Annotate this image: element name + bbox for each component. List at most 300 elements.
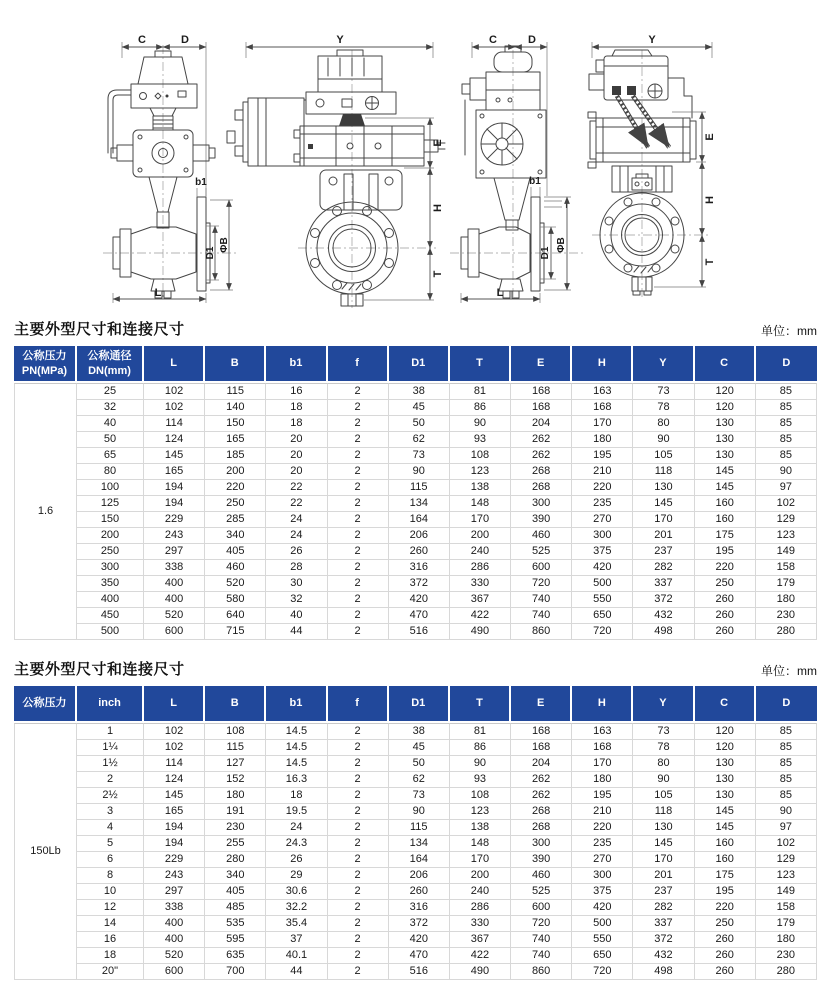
dim-label-phib-2: ΦB bbox=[556, 237, 567, 253]
table-row bbox=[14, 900, 817, 916]
dim-value-cell: 2 bbox=[328, 480, 389, 496]
table-row bbox=[14, 432, 817, 448]
dim-value-cell: 260 bbox=[695, 592, 756, 608]
dim-value-cell: 2 bbox=[328, 432, 389, 448]
dim-value-cell: 400 bbox=[144, 592, 205, 608]
dim-value-cell: 85 bbox=[756, 432, 817, 448]
dim-value-cell: 14.5 bbox=[266, 740, 327, 756]
dim-value-cell: 18 bbox=[266, 400, 327, 416]
dim-column-header: L bbox=[144, 346, 205, 383]
dim-value-cell: 115 bbox=[389, 480, 450, 496]
dim-value-cell: 282 bbox=[633, 900, 694, 916]
dim-value-cell: 194 bbox=[144, 496, 205, 512]
dim-value-cell: 550 bbox=[572, 592, 633, 608]
dim-value-cell: 29 bbox=[266, 868, 327, 884]
table-mm-unit-label: 单位：mm bbox=[761, 324, 817, 338]
valve-body-side bbox=[113, 177, 210, 298]
dim-value-cell: 2 bbox=[328, 916, 389, 932]
size-cell: 50 bbox=[77, 432, 144, 448]
dim-column-header: D1 bbox=[389, 686, 450, 723]
table-header-row bbox=[14, 346, 817, 383]
dim-value-cell: 170 bbox=[572, 756, 633, 772]
dim-value-cell: 170 bbox=[450, 512, 511, 528]
dim-value-cell: 130 bbox=[695, 432, 756, 448]
dim-value-cell: 229 bbox=[144, 852, 205, 868]
table-row bbox=[14, 772, 817, 788]
table-row bbox=[14, 560, 817, 576]
dim-label-h2: H bbox=[704, 196, 716, 204]
dim-value-cell: 270 bbox=[572, 852, 633, 868]
dim-value-cell: 149 bbox=[756, 884, 817, 900]
dim-value-cell: 90 bbox=[450, 756, 511, 772]
dim-value-cell: 185 bbox=[205, 448, 266, 464]
size-cell: 65 bbox=[77, 448, 144, 464]
table-row bbox=[14, 480, 817, 496]
table-row bbox=[14, 723, 817, 740]
dim-value-cell: 2 bbox=[328, 383, 389, 400]
dim-value-cell: 286 bbox=[450, 900, 511, 916]
size-cell: 6 bbox=[77, 852, 144, 868]
dim-value-cell: 235 bbox=[572, 836, 633, 852]
dim-value-cell: 160 bbox=[695, 836, 756, 852]
dim-value-cell: 73 bbox=[633, 383, 694, 400]
dim-value-cell: 2 bbox=[328, 560, 389, 576]
dim-label-d2: D bbox=[528, 34, 536, 46]
dim-value-cell: 262 bbox=[511, 788, 572, 804]
dim-value-cell: 120 bbox=[695, 740, 756, 756]
dim-value-cell: 163 bbox=[572, 383, 633, 400]
dim-value-cell: 268 bbox=[511, 820, 572, 836]
dim-value-cell: 280 bbox=[756, 964, 817, 980]
dim-value-cell: 108 bbox=[450, 448, 511, 464]
dim-value-cell: 550 bbox=[572, 932, 633, 948]
dim-value-cell: 300 bbox=[511, 496, 572, 512]
dim-value-cell: 78 bbox=[633, 740, 694, 756]
dim-value-cell: 90 bbox=[389, 804, 450, 820]
dim-value-cell: 500 bbox=[572, 916, 633, 932]
spring-rods bbox=[616, 95, 671, 148]
dim-value-cell: 14.5 bbox=[266, 723, 327, 740]
dim-value-cell: 44 bbox=[266, 624, 327, 640]
dim-value-cell: 168 bbox=[572, 400, 633, 416]
table-row bbox=[14, 868, 817, 884]
dim-value-cell: 145 bbox=[633, 836, 694, 852]
dim-value-cell: 2 bbox=[328, 723, 389, 740]
size-cell: 100 bbox=[77, 480, 144, 496]
dim-value-cell: 422 bbox=[450, 948, 511, 964]
dim-value-cell: 210 bbox=[572, 464, 633, 480]
dim-column-header: T bbox=[450, 346, 511, 383]
dim-value-cell: 160 bbox=[695, 852, 756, 868]
dim-value-cell: 432 bbox=[633, 608, 694, 624]
dim-value-cell: 22 bbox=[266, 480, 327, 496]
dimensions-table-inch bbox=[14, 686, 817, 980]
dim-column-header: f bbox=[328, 686, 389, 723]
size-cell: 250 bbox=[77, 544, 144, 560]
dim-value-cell: 650 bbox=[572, 608, 633, 624]
dim-value-cell: 97 bbox=[756, 820, 817, 836]
dim-value-cell: 118 bbox=[633, 804, 694, 820]
dim-value-cell: 180 bbox=[572, 772, 633, 788]
dim-label-y2: Y bbox=[648, 34, 656, 46]
dim-value-cell: 134 bbox=[389, 496, 450, 512]
table-row bbox=[14, 756, 817, 772]
dim-value-cell: 195 bbox=[572, 448, 633, 464]
dim-value-cell: 206 bbox=[389, 528, 450, 544]
dim-value-cell: 130 bbox=[695, 788, 756, 804]
dim-column-header: L bbox=[144, 686, 205, 723]
dim-column-header: B bbox=[205, 346, 266, 383]
size-cell: 10 bbox=[77, 884, 144, 900]
dim-value-cell: 168 bbox=[511, 383, 572, 400]
pressure-column-header: 公称压力 PN(MPa) bbox=[14, 346, 77, 383]
dim-value-cell: 201 bbox=[633, 868, 694, 884]
dim-value-cell: 400 bbox=[144, 932, 205, 948]
dim-value-cell: 200 bbox=[450, 868, 511, 884]
dim-value-cell: 337 bbox=[633, 576, 694, 592]
dim-value-cell: 220 bbox=[695, 900, 756, 916]
table-inch-body bbox=[14, 723, 817, 980]
table-row bbox=[14, 932, 817, 948]
dim-value-cell: 102 bbox=[756, 496, 817, 512]
dim-value-cell: 194 bbox=[144, 836, 205, 852]
dim-value-cell: 195 bbox=[695, 884, 756, 900]
dim-value-cell: 62 bbox=[389, 432, 450, 448]
dim-value-cell: 130 bbox=[633, 820, 694, 836]
dim-value-cell: 200 bbox=[205, 464, 266, 480]
dim-value-cell: 206 bbox=[389, 868, 450, 884]
dim-value-cell: 490 bbox=[450, 624, 511, 640]
dim-value-cell: 243 bbox=[144, 868, 205, 884]
dim-value-cell: 175 bbox=[695, 868, 756, 884]
dim-column-header: H bbox=[572, 686, 633, 723]
dim-value-cell: 2 bbox=[328, 528, 389, 544]
dim-value-cell: 330 bbox=[450, 576, 511, 592]
table-row bbox=[14, 804, 817, 820]
dim-value-cell: 2 bbox=[328, 576, 389, 592]
table-row bbox=[14, 608, 817, 624]
dim-value-cell: 85 bbox=[756, 756, 817, 772]
dim-value-cell: 164 bbox=[389, 852, 450, 868]
dim-value-cell: 405 bbox=[205, 884, 266, 900]
table-inch-title-row bbox=[14, 658, 817, 679]
table-row bbox=[14, 528, 817, 544]
dim-value-cell: 220 bbox=[572, 820, 633, 836]
dim-value-cell: 123 bbox=[450, 464, 511, 480]
dim-value-cell: 130 bbox=[695, 756, 756, 772]
dim-value-cell: 740 bbox=[511, 608, 572, 624]
dim-value-cell: 2 bbox=[328, 496, 389, 512]
dim-value-cell: 194 bbox=[144, 820, 205, 836]
dim-value-cell: 235 bbox=[572, 496, 633, 512]
dim-value-cell: 470 bbox=[389, 948, 450, 964]
dim-value-cell: 2 bbox=[328, 544, 389, 560]
dim-value-cell: 160 bbox=[695, 496, 756, 512]
dim-value-cell: 130 bbox=[633, 480, 694, 496]
dim-value-cell: 260 bbox=[695, 932, 756, 948]
dim-value-cell: 720 bbox=[511, 916, 572, 932]
dim-value-cell: 405 bbox=[205, 544, 266, 560]
valve-technical-drawings bbox=[0, 0, 831, 308]
dim-label-b1-2: b1 bbox=[529, 176, 541, 187]
dim-value-cell: 210 bbox=[572, 804, 633, 820]
pressure-value-cell: 150Lb bbox=[14, 723, 77, 980]
dim-value-cell: 85 bbox=[756, 400, 817, 416]
dim-value-cell: 860 bbox=[511, 624, 572, 640]
dim-value-cell: 80 bbox=[633, 756, 694, 772]
dim-value-cell: 93 bbox=[450, 772, 511, 788]
dim-value-cell: 24 bbox=[266, 512, 327, 528]
dim-value-cell: 240 bbox=[450, 884, 511, 900]
dim-value-cell: 120 bbox=[695, 383, 756, 400]
size-cell: 1¼ bbox=[77, 740, 144, 756]
dim-value-cell: 372 bbox=[633, 592, 694, 608]
size-cell: 18 bbox=[77, 948, 144, 964]
dim-value-cell: 400 bbox=[144, 576, 205, 592]
dim-column-header: E bbox=[511, 686, 572, 723]
dim-value-cell: 85 bbox=[756, 723, 817, 740]
dim-value-cell: 175 bbox=[695, 528, 756, 544]
size-cell: 14 bbox=[77, 916, 144, 932]
dim-value-cell: 86 bbox=[450, 400, 511, 416]
dim-value-cell: 490 bbox=[450, 964, 511, 980]
size-cell: 150 bbox=[77, 512, 144, 528]
dim-label-d1-2: D1 bbox=[540, 246, 551, 260]
dim-value-cell: 2 bbox=[328, 964, 389, 980]
dim-value-cell: 85 bbox=[756, 788, 817, 804]
dim-value-cell: 73 bbox=[633, 723, 694, 740]
dim-value-cell: 297 bbox=[144, 544, 205, 560]
dim-value-cell: 170 bbox=[633, 852, 694, 868]
dim-column-header: B bbox=[205, 686, 266, 723]
dim-label-l: L bbox=[154, 287, 162, 299]
dim-value-cell: 262 bbox=[511, 448, 572, 464]
dim-value-cell: 2 bbox=[328, 804, 389, 820]
dim-value-cell: 595 bbox=[205, 932, 266, 948]
dim-value-cell: 260 bbox=[695, 624, 756, 640]
dim-value-cell: 280 bbox=[205, 852, 266, 868]
dim-value-cell: 2 bbox=[328, 788, 389, 804]
dim-value-cell: 201 bbox=[633, 528, 694, 544]
dim-label-d: D bbox=[181, 34, 189, 46]
dim-value-cell: 102 bbox=[144, 400, 205, 416]
dim-value-cell: 168 bbox=[511, 740, 572, 756]
dim-value-cell: 237 bbox=[633, 544, 694, 560]
dim-column-header: b1 bbox=[266, 686, 327, 723]
table-row bbox=[14, 740, 817, 756]
dim-value-cell: 165 bbox=[205, 432, 266, 448]
dim-value-cell: 115 bbox=[205, 740, 266, 756]
dim-value-cell: 372 bbox=[389, 576, 450, 592]
dim-value-cell: 268 bbox=[511, 464, 572, 480]
dim-value-cell: 148 bbox=[450, 836, 511, 852]
dim-value-cell: 229 bbox=[144, 512, 205, 528]
dim-value-cell: 127 bbox=[205, 756, 266, 772]
dim-value-cell: 85 bbox=[756, 772, 817, 788]
dim-value-cell: 580 bbox=[205, 592, 266, 608]
dim-value-cell: 170 bbox=[633, 512, 694, 528]
dim-value-cell: 420 bbox=[389, 932, 450, 948]
dim-value-cell: 123 bbox=[450, 804, 511, 820]
dim-value-cell: 372 bbox=[389, 916, 450, 932]
dim-value-cell: 635 bbox=[205, 948, 266, 964]
dim-value-cell: 102 bbox=[756, 836, 817, 852]
dim-value-cell: 485 bbox=[205, 900, 266, 916]
dim-value-cell: 38 bbox=[389, 723, 450, 740]
dim-value-cell: 300 bbox=[572, 528, 633, 544]
dim-value-cell: 372 bbox=[633, 932, 694, 948]
dim-column-header: C bbox=[695, 346, 756, 383]
dim-value-cell: 260 bbox=[389, 544, 450, 560]
dim-value-cell: 340 bbox=[205, 868, 266, 884]
size-cell: 500 bbox=[77, 624, 144, 640]
dim-value-cell: 470 bbox=[389, 608, 450, 624]
dim-value-cell: 40 bbox=[266, 608, 327, 624]
dim-value-cell: 115 bbox=[205, 383, 266, 400]
dim-value-cell: 134 bbox=[389, 836, 450, 852]
dim-value-cell: 85 bbox=[756, 448, 817, 464]
size-cell: 25 bbox=[77, 383, 144, 400]
table-row bbox=[14, 400, 817, 416]
dim-value-cell: 520 bbox=[144, 948, 205, 964]
dim-column-header: T bbox=[450, 686, 511, 723]
dim-value-cell: 168 bbox=[511, 400, 572, 416]
dim-value-cell: 367 bbox=[450, 932, 511, 948]
dim-value-cell: 390 bbox=[511, 512, 572, 528]
table-inch-title: 主要外型尺寸和连接尺寸 bbox=[14, 661, 185, 678]
dim-value-cell: 860 bbox=[511, 964, 572, 980]
gearbox-front bbox=[294, 126, 445, 166]
dim-label-f: f bbox=[565, 200, 569, 211]
dim-value-cell: 90 bbox=[756, 804, 817, 820]
dim-value-cell: 138 bbox=[450, 820, 511, 836]
dim-label-l-2: L bbox=[496, 287, 504, 299]
dim-value-cell: 520 bbox=[144, 608, 205, 624]
size-cell: 200 bbox=[77, 528, 144, 544]
dim-value-cell: 260 bbox=[389, 884, 450, 900]
dim-value-cell: 129 bbox=[756, 852, 817, 868]
dim-value-cell: 102 bbox=[144, 723, 205, 740]
dim-value-cell: 138 bbox=[450, 480, 511, 496]
dim-value-cell: 97 bbox=[756, 480, 817, 496]
table-mm-body bbox=[14, 383, 817, 640]
dim-value-cell: 715 bbox=[205, 624, 266, 640]
dim-value-cell: 81 bbox=[450, 383, 511, 400]
table-row bbox=[14, 416, 817, 432]
dim-value-cell: 170 bbox=[450, 852, 511, 868]
dim-value-cell: 16 bbox=[266, 383, 327, 400]
dim-value-cell: 50 bbox=[389, 756, 450, 772]
dim-label-d1: D1 bbox=[205, 246, 216, 260]
dim-value-cell: 2 bbox=[328, 820, 389, 836]
size-cell: 1½ bbox=[77, 756, 144, 772]
dim-value-cell: 105 bbox=[633, 448, 694, 464]
dim-value-cell: 338 bbox=[144, 560, 205, 576]
size-cell: 40 bbox=[77, 416, 144, 432]
dim-value-cell: 145 bbox=[633, 496, 694, 512]
table-header-row bbox=[14, 686, 817, 723]
dim-value-cell: 338 bbox=[144, 900, 205, 916]
size-cell: 5 bbox=[77, 836, 144, 852]
dim-value-cell: 316 bbox=[389, 900, 450, 916]
dim-label-phib: ΦB bbox=[219, 237, 230, 253]
dim-value-cell: 516 bbox=[389, 964, 450, 980]
dim-value-cell: 460 bbox=[511, 528, 572, 544]
dim-value-cell: 180 bbox=[756, 592, 817, 608]
dim-value-cell: 316 bbox=[389, 560, 450, 576]
dim-value-cell: 118 bbox=[633, 464, 694, 480]
dim-value-cell: 270 bbox=[572, 512, 633, 528]
size-cell: 12 bbox=[77, 900, 144, 916]
dim-value-cell: 19.5 bbox=[266, 804, 327, 820]
dim-value-cell: 740 bbox=[511, 932, 572, 948]
dim-value-cell: 195 bbox=[695, 544, 756, 560]
dim-value-cell: 300 bbox=[572, 868, 633, 884]
dim-value-cell: 220 bbox=[695, 560, 756, 576]
dim-value-cell: 20 bbox=[266, 464, 327, 480]
dim-value-cell: 260 bbox=[695, 964, 756, 980]
dim-value-cell: 262 bbox=[511, 432, 572, 448]
dim-value-cell: 650 bbox=[572, 948, 633, 964]
table-row bbox=[14, 448, 817, 464]
dim-value-cell: 45 bbox=[389, 400, 450, 416]
dim-value-cell: 2 bbox=[328, 608, 389, 624]
dim-value-cell: 120 bbox=[695, 723, 756, 740]
dim-value-cell: 44 bbox=[266, 964, 327, 980]
size-cell: 400 bbox=[77, 592, 144, 608]
dim-value-cell: 600 bbox=[144, 624, 205, 640]
dim-value-cell: 250 bbox=[695, 916, 756, 932]
dim-value-cell: 516 bbox=[389, 624, 450, 640]
dim-value-cell: 420 bbox=[389, 592, 450, 608]
dim-value-cell: 460 bbox=[205, 560, 266, 576]
dim-value-cell: 145 bbox=[695, 804, 756, 820]
dim-value-cell: 180 bbox=[756, 932, 817, 948]
dim-value-cell: 460 bbox=[511, 868, 572, 884]
dim-value-cell: 330 bbox=[450, 916, 511, 932]
dim-value-cell: 282 bbox=[633, 560, 694, 576]
table-mm-title: 主要外型尺寸和连接尺寸 bbox=[14, 321, 185, 338]
dim-value-cell: 720 bbox=[572, 624, 633, 640]
dim-value-cell: 81 bbox=[450, 723, 511, 740]
dim-value-cell: 20 bbox=[266, 432, 327, 448]
dim-value-cell: 194 bbox=[144, 480, 205, 496]
dim-value-cell: 20 bbox=[266, 448, 327, 464]
dim-value-cell: 16.3 bbox=[266, 772, 327, 788]
mounting-bracket bbox=[320, 170, 402, 210]
dim-value-cell: 520 bbox=[205, 576, 266, 592]
dim-value-cell: 600 bbox=[511, 560, 572, 576]
dim-value-cell: 2 bbox=[328, 400, 389, 416]
dim-value-cell: 230 bbox=[756, 608, 817, 624]
dim-value-cell: 535 bbox=[205, 916, 266, 932]
dim-value-cell: 168 bbox=[572, 740, 633, 756]
valve-body-side-2 bbox=[461, 178, 544, 298]
dim-value-cell: 179 bbox=[756, 916, 817, 932]
dim-value-cell: 108 bbox=[450, 788, 511, 804]
dim-value-cell: 130 bbox=[695, 416, 756, 432]
dim-value-cell: 124 bbox=[144, 432, 205, 448]
dim-value-cell: 102 bbox=[144, 383, 205, 400]
dim-label-y: Y bbox=[336, 34, 344, 46]
dim-value-cell: 73 bbox=[389, 448, 450, 464]
dim-value-cell: 108 bbox=[205, 723, 266, 740]
dim-column-header: D bbox=[756, 346, 817, 383]
dim-value-cell: 24 bbox=[266, 528, 327, 544]
dim-value-cell: 200 bbox=[450, 528, 511, 544]
dim-value-cell: 85 bbox=[756, 416, 817, 432]
gear-housing-handwheel bbox=[476, 110, 546, 178]
